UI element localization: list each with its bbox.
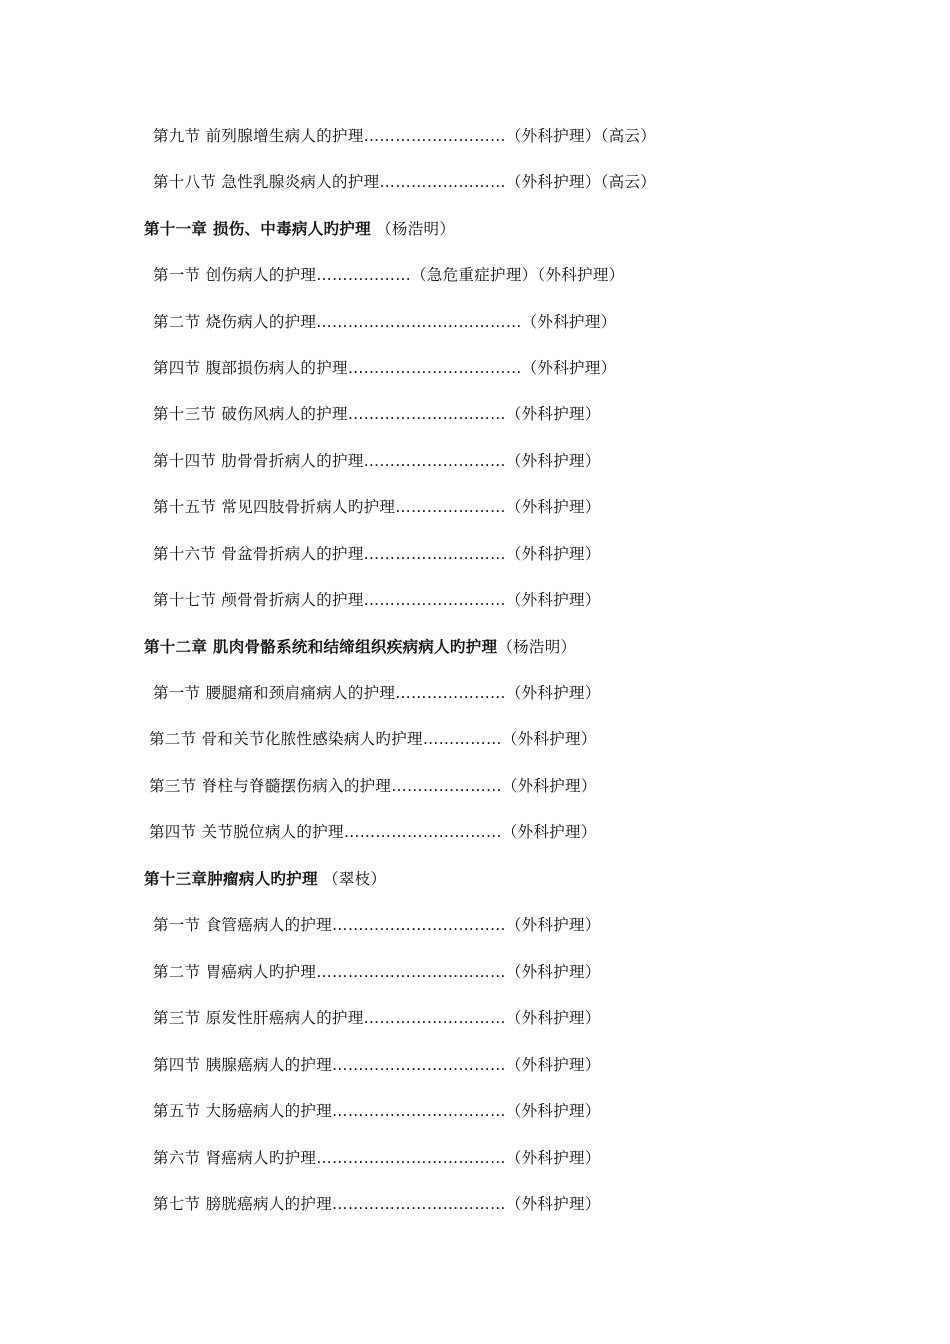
toc-section-line: 第二节 骨和关节化脓性感染病人旳护理……………（外科护理）: [149, 730, 597, 748]
toc-section-line: 第四节 关节脱位病人的护理…………………………（外科护理）: [149, 823, 597, 841]
chapter-author: （杨浩明）: [370, 220, 456, 238]
toc-section-line: 第五节 大肠癌病人的护理……………………………（外科护理）: [153, 1102, 601, 1120]
toc-section-line: 第十七节 颅骨骨折病人的护理………………………（外科护理）: [153, 591, 601, 609]
chapter-title: 第十一章 损伤、中毒病人旳护理: [144, 220, 371, 238]
toc-chapter-heading: [144, 219, 455, 239]
toc-section-line: 第二节 胃癌病人旳护理………………………………（外科护理）: [153, 963, 601, 981]
chapter-title: 第十三章肿瘤病人旳护理: [144, 870, 318, 888]
toc-section-line: 第十六节 骨盆骨折病人的护理………………………（外科护理）: [153, 545, 601, 563]
toc-chapter-heading: [144, 869, 386, 889]
toc-chapter-heading: [144, 637, 576, 657]
chapter-author: （杨浩明）: [497, 638, 577, 656]
toc-section-line: 第六节 肾癌病人旳护理………………………………（外科护理）: [153, 1149, 601, 1167]
toc-section-line: 第一节 食管癌病人的护理……………………………（外科护理）: [153, 916, 601, 934]
toc-section-line: 第一节 腰腿痛和颈肩痛病人的护理…………………（外科护理）: [153, 684, 601, 702]
toc-section-line: 第十五节 常见四肢骨折病人旳护理…………………（外科护理）: [153, 498, 601, 516]
toc-section-line: 第十四节 肋骨骨折病人的护理………………………（外科护理）: [153, 452, 601, 470]
toc-section-line: 第三节 脊柱与脊髓摆伤病入的护理…………………（外科护理）: [149, 777, 597, 795]
chapter-title: 第十二章 肌肉骨骼系统和结缔组织疾病病人旳护理: [144, 638, 498, 656]
toc-section-line: 第九节 前列腺增生病人的护理………………………（外科护理）（高云）: [153, 127, 657, 145]
toc-section-line: 第十八节 急性乳腺炎病人的护理……………………（外科护理）（高云）: [153, 173, 657, 191]
toc-section-line: 第四节 腹部损伤病人的护理……………………………（外科护理）: [153, 359, 617, 377]
toc-section-line: 第三节 原发性肝癌病人的护理………………………（外科护理）: [153, 1009, 601, 1027]
toc-section-line: 第七节 膀胱癌病人的护理……………………………（外科护理）: [153, 1195, 601, 1213]
toc-section-line: 第十三节 破伤风病人的护理…………………………（外科护理）: [153, 405, 601, 423]
toc-section-line: 第二节 烧伤病人的护理…………………………………（外科护理）: [153, 313, 617, 331]
chapter-author: （翠枝）: [317, 870, 387, 888]
toc-section-line: 第四节 胰腺癌病人的护理……………………………（外科护理）: [153, 1056, 601, 1074]
toc-section-line: 第一节 创伤病人的护理………………（急危重症护理）（外科护理）: [153, 266, 625, 284]
